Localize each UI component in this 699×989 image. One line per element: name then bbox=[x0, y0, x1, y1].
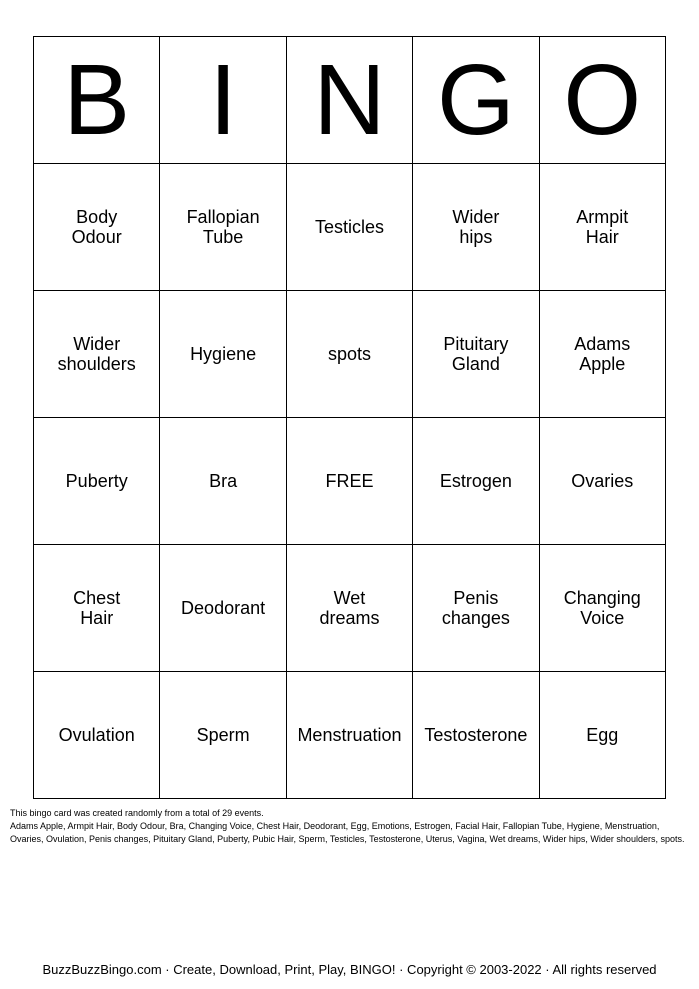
bingo-cell bbox=[160, 291, 286, 418]
bingo-cell bbox=[413, 164, 539, 291]
bingo-cell-text: Ovulation bbox=[58, 725, 135, 745]
notes-event-list: Adams Apple, Armpit Hair, Body Odour, Bra, Changing Voice, Chest Hair, Deodorant, Egg, Emotions, Estrogen, Facial Hair, Fallopian Tube, Hygiene, Menstruation, Ovaries, Ovulation, Penis changes, Pituitary Gland, Puberty, Pubic Hair, Sperm, Testicles, Testosterone, Uterus, Vagina, Wet dreams, Wider hips, Wider shoulders, spots. bbox=[10, 821, 685, 844]
bingo-cell-text: Adams Apple bbox=[574, 334, 631, 374]
bingo-cell bbox=[160, 418, 286, 545]
bingo-cell bbox=[34, 418, 160, 545]
bingo-cell-text: FREE bbox=[325, 471, 374, 491]
bingo-cell bbox=[34, 291, 160, 418]
bingo-cell bbox=[539, 164, 665, 291]
bingo-cell-text: Wider shoulders bbox=[57, 334, 136, 374]
header-letter-i: I bbox=[160, 37, 286, 164]
bingo-cell-text: Testicles bbox=[314, 217, 384, 237]
bingo-card bbox=[33, 36, 666, 799]
bingo-cell bbox=[286, 164, 412, 291]
bingo-cell bbox=[34, 672, 160, 799]
header-letter-n: N bbox=[286, 37, 412, 164]
bingo-cell bbox=[286, 291, 412, 418]
bingo-cell bbox=[34, 164, 160, 291]
bingo-cell-text: Hygiene bbox=[190, 344, 257, 364]
bingo-cell bbox=[34, 545, 160, 672]
bingo-cell-text: Bra bbox=[209, 471, 238, 491]
bingo-cell-text: Chest Hair bbox=[73, 588, 121, 628]
bingo-free-cell bbox=[286, 418, 412, 545]
bingo-cell bbox=[539, 545, 665, 672]
bingo-cell bbox=[160, 672, 286, 799]
bingo-cell bbox=[286, 672, 412, 799]
bingo-cell-text: Fallopian Tube bbox=[186, 207, 260, 247]
bingo-cell-text: Ovaries bbox=[571, 471, 634, 491]
bingo-cell-text: Egg bbox=[586, 725, 619, 745]
bingo-cell bbox=[160, 545, 286, 672]
bingo-cell bbox=[286, 545, 412, 672]
bingo-row-3 bbox=[34, 418, 666, 545]
bingo-cell-text: Sperm bbox=[196, 725, 250, 745]
bingo-row-2 bbox=[34, 291, 666, 418]
card-notes bbox=[10, 807, 690, 846]
bingo-cell-text: Changing Voice bbox=[563, 588, 641, 628]
bingo-cell bbox=[160, 164, 286, 291]
bingo-cell bbox=[413, 545, 539, 672]
notes-summary: This bingo card was created randomly from a total of 29 events. bbox=[10, 808, 264, 818]
bingo-cell-text: Armpit Hair bbox=[576, 207, 629, 247]
bingo-header-row bbox=[34, 37, 666, 164]
bingo-cell-text: Testosterone bbox=[424, 725, 528, 745]
bingo-cell-text: Puberty bbox=[65, 471, 128, 491]
bingo-cell bbox=[413, 418, 539, 545]
bingo-cell bbox=[413, 291, 539, 418]
bingo-cell-text: Wet dreams bbox=[319, 588, 380, 628]
bingo-cell-text: spots bbox=[327, 344, 371, 364]
bingo-cell-text: Menstruation bbox=[297, 725, 402, 745]
footer-copyright: BuzzBuzzBingo.com · Create, Download, Print, Play, BINGO! · Copyright © 2003-2022 · All rights reserved bbox=[42, 962, 657, 977]
bingo-cell-text: Body Odour bbox=[71, 207, 122, 247]
bingo-cell bbox=[413, 672, 539, 799]
bingo-cell-text: Wider hips bbox=[452, 207, 500, 247]
bingo-cell bbox=[539, 672, 665, 799]
bingo-cell-text: Deodorant bbox=[181, 598, 266, 618]
bingo-cell-text: Estrogen bbox=[439, 471, 512, 491]
bingo-row-1 bbox=[34, 164, 666, 291]
bingo-row-4 bbox=[34, 545, 666, 672]
bingo-cell bbox=[539, 291, 665, 418]
header-letter-g: G bbox=[413, 37, 539, 164]
bingo-row-5 bbox=[34, 672, 666, 799]
header-letter-o: O bbox=[539, 37, 665, 164]
bingo-cell-text: Pituitary Gland bbox=[443, 334, 509, 374]
bingo-cell bbox=[539, 418, 665, 545]
bingo-cell-text: Penis changes bbox=[441, 588, 510, 628]
header-letter-b: B bbox=[34, 37, 160, 164]
